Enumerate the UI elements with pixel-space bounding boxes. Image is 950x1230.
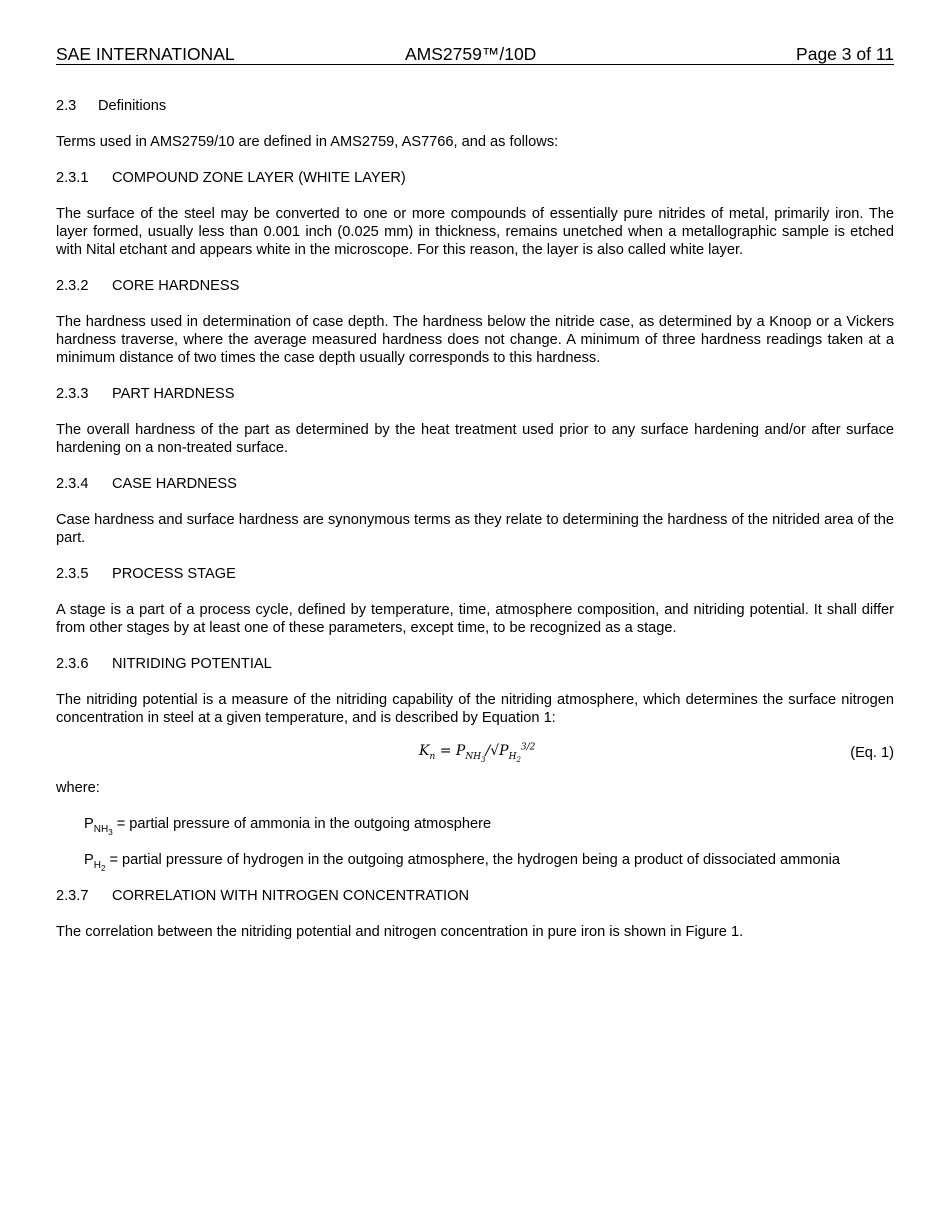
- section-title: PART HARDNESS: [112, 386, 235, 402]
- section-title: NITRIDING POTENTIAL: [112, 656, 272, 672]
- section-heading-2-3-1: [56, 169, 894, 187]
- definition-item-ph2: $P_{H_2}$ = partial pressure of hydrogen in the outgoing atmosphere, the hydrogen being a product of dissociated ammonia: [84, 852, 841, 873]
- section-heading-2-3-5: [56, 565, 894, 583]
- section-paragraph: A stage is a part of a process cycle, defined by temperature, time, atmosphere composition, and nitriding potential. It shall differ from other stages by at least one of these parameters, except time, to be recognized as a stage.: [56, 602, 894, 636]
- section-heading-2-3: [56, 97, 894, 115]
- header-organization: SAE INTERNATIONAL: [56, 44, 235, 64]
- section-paragraph: The correlation between the nitriding potential and nitrogen concentration in pure iron is shown in Figure 1.: [56, 924, 744, 940]
- section-number: 2.3.3: [56, 386, 89, 402]
- equation-row: [56, 741, 894, 771]
- section-number: 2.3.1: [56, 170, 89, 186]
- page-header: [56, 44, 894, 65]
- section-title: CORRELATION WITH NITROGEN CONCENTRATION: [112, 888, 470, 904]
- definition-item-pnh3: $P_{NH_3}$ = partial pressure of ammonia in the outgoing atmosphere: [84, 816, 492, 837]
- equation-label: (Eq. 1): [850, 745, 894, 761]
- section-paragraph: The surface of the steel may be converted to one or more compounds of essentially pure nitrides of metal, primarily iron. The layer formed, usually less than 0.001 inch (0.025 mm) in thickness, remains unetched when a metallographic sample is etched with Nital etchant and appears white in the microscope. For this reason, the layer is also called white layer.: [56, 206, 894, 258]
- section-number: 2.3.2: [56, 278, 89, 294]
- section-number: 2.3.7: [56, 888, 89, 904]
- section-heading-2-3-7: [56, 887, 894, 905]
- section-heading-2-3-4: [56, 475, 894, 493]
- section-title: COMPOUND ZONE LAYER (WHITE LAYER): [112, 170, 406, 186]
- section-number: 2.3.5: [56, 566, 89, 582]
- document-body: [56, 97, 894, 941]
- section-heading-2-3-2: [56, 277, 894, 295]
- section-title: CORE HARDNESS: [112, 278, 240, 294]
- section-number: 2.3.6: [56, 656, 89, 672]
- section-paragraph: The nitriding potential is a measure of the nitriding capability of the nitriding atmosphere, which determines the surface nitrogen concentration in steel at a given temperature, and is described by Equation 1:: [56, 692, 894, 726]
- section-title: PROCESS STAGE: [112, 566, 236, 582]
- section-heading-2-3-6: [56, 655, 894, 673]
- section-heading-2-3-3: [56, 385, 894, 403]
- section-intro-paragraph: Terms used in AMS2759/10 are defined in AMS2759, AS7766, and as follows:: [56, 134, 559, 150]
- section-title: Definitions: [98, 98, 167, 114]
- section-paragraph: Case hardness and surface hardness are synonymous terms as they relate to determining the hardness of the nitrided area of the part.: [56, 512, 894, 546]
- section-paragraph: The overall hardness of the part as determined by the heat treatment used prior to any surface hardening and/or after surface hardening on a non-treated surface.: [56, 422, 894, 456]
- section-paragraph: The hardness used in determination of case depth. The hardness below the nitride case, as determined by a Knoop or a Vickers hardness traverse, where the average measured hardness does not change. A minimum of three hardness readings taken at a minimum distance of two times the case depth usually corresponds to this hardness.: [56, 314, 894, 366]
- where-label: where:: [56, 780, 100, 796]
- section-number: 2.3.4: [56, 476, 89, 492]
- header-document-id: AMS2759™/10D: [405, 44, 537, 64]
- header-page-number: Page 3 of 11: [796, 44, 894, 64]
- nitriding-potential-equation: $K_n = P_{NH_3}/√P_{H_2}^{3/2}$: [419, 742, 536, 764]
- section-number: 2.3: [56, 98, 77, 114]
- section-title: CASE HARDNESS: [112, 476, 237, 492]
